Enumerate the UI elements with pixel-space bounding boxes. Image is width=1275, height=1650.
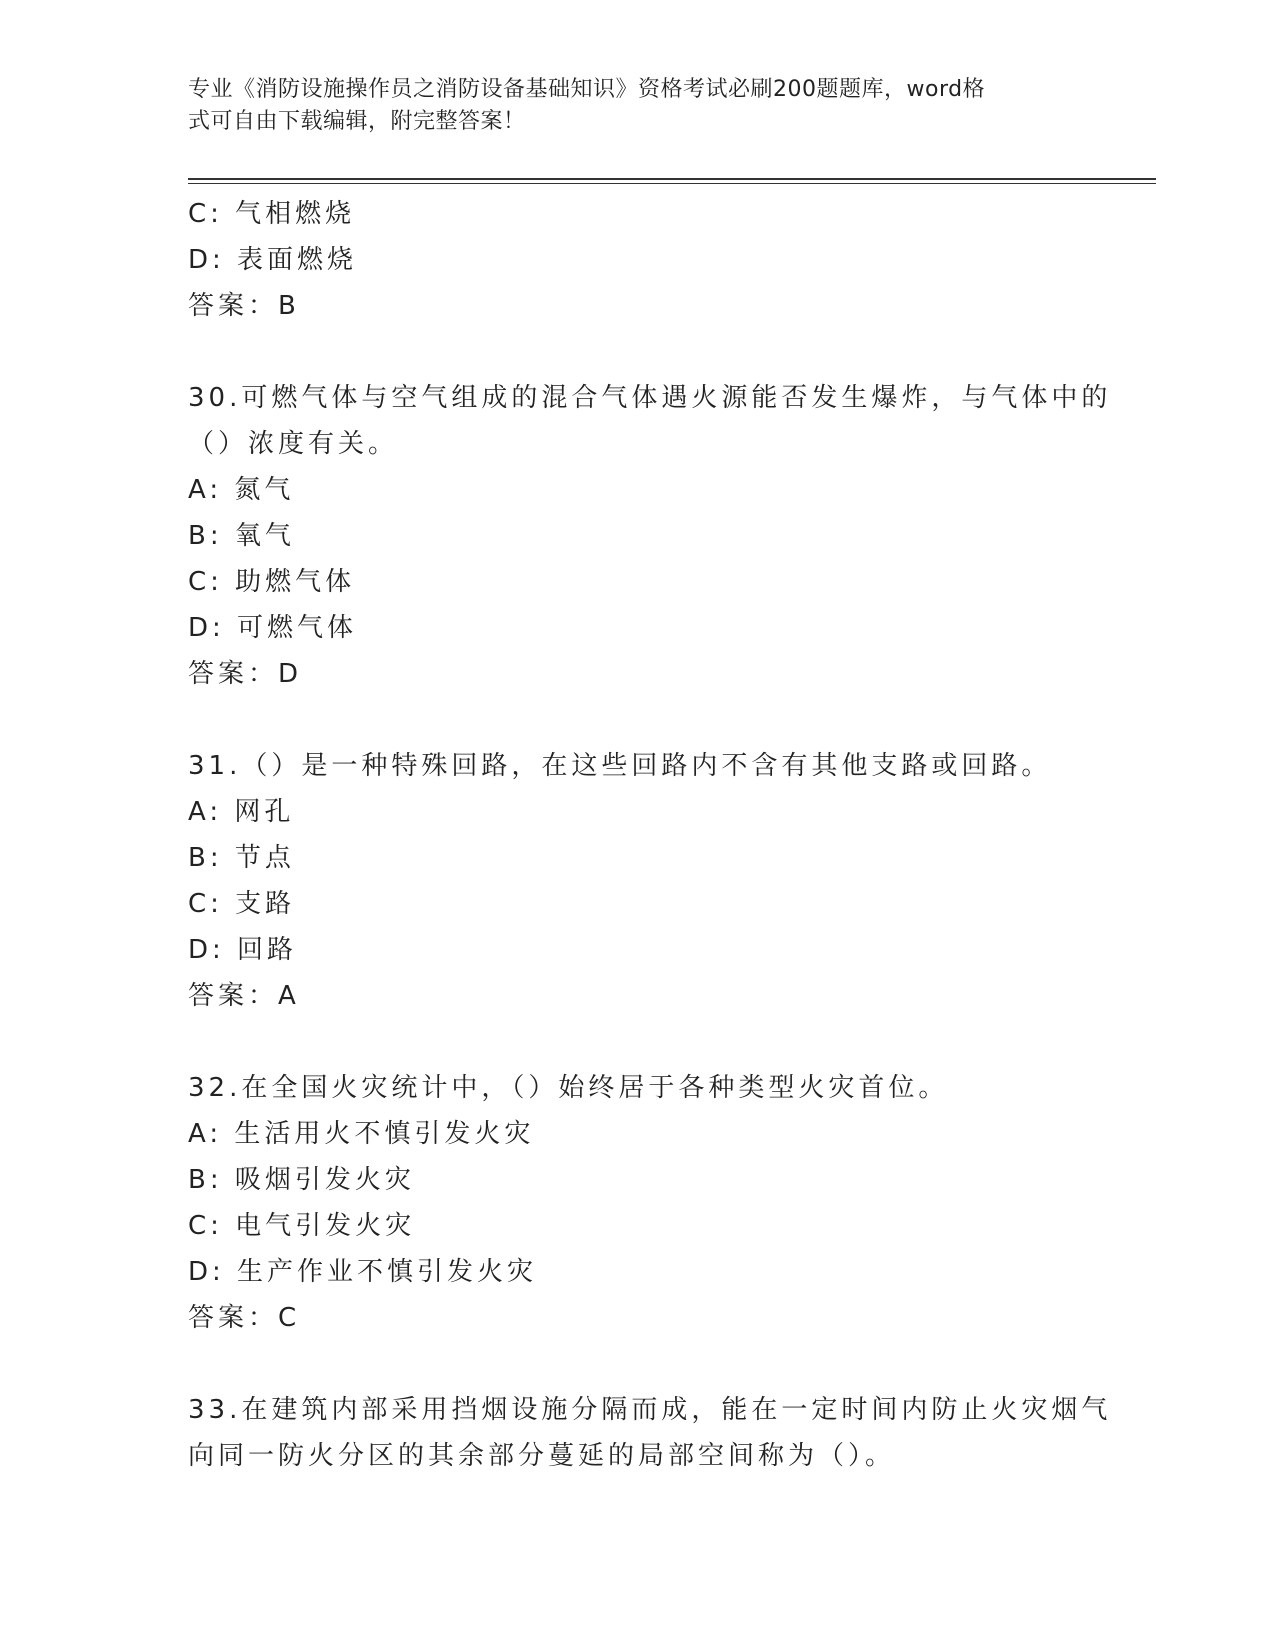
- question-text: 32.在全国火灾统计中，（）始终居于各种类型火灾首位。: [188, 1073, 949, 1103]
- option-b: B: 吸烟引发火灾: [188, 1165, 415, 1195]
- question-block-31: [188, 743, 1088, 1019]
- option-a: A: 生活用火不慎引发火灾: [188, 1119, 535, 1149]
- option-d: D: 生产作业不慎引发火灾: [188, 1257, 538, 1287]
- question-text: 30.可燃气体与空气组成的混合气体遇火源能否发生爆炸，与气体中的: [188, 383, 1112, 413]
- option-d: D: 表面燃烧: [188, 245, 358, 275]
- question-block-32: [188, 1065, 1088, 1341]
- header-line-2: 式可自由下载编辑，附完整答案！: [188, 109, 526, 134]
- answer: 答案：D: [188, 659, 303, 689]
- question-list: [188, 191, 1112, 1479]
- option-b: B: 氧气: [188, 521, 295, 551]
- document-header: [188, 74, 1078, 138]
- answer: 答案：B: [188, 291, 300, 321]
- question-text: 31.（）是一种特殊回路，在这些回路内不含有其他支路或回路。: [188, 751, 1052, 781]
- option-c: C: 气相燃烧: [188, 199, 356, 229]
- question-block-33: [188, 1387, 1112, 1479]
- question-text-cont: （）浓度有关。: [188, 429, 399, 459]
- option-a: A: 网孔: [188, 797, 295, 827]
- option-d: D: 回路: [188, 935, 298, 965]
- question-text: 33.在建筑内部采用挡烟设施分隔而成，能在一定时间内防止火灾烟气: [188, 1395, 1112, 1425]
- header-divider-thick: [188, 178, 1156, 180]
- option-c: C: 电气引发火灾: [188, 1211, 416, 1241]
- option-b: B: 节点: [188, 843, 295, 873]
- option-c: C: 支路: [188, 889, 296, 919]
- question-block-30: [188, 375, 1112, 697]
- option-a: A: 氮气: [188, 475, 295, 505]
- header-line-1: 专业《消防设施操作员之消防设备基础知识》资格考试必刷200题题库，word格: [188, 77, 986, 102]
- header-divider-thin: [188, 183, 1156, 184]
- question-block-29: [188, 191, 1088, 329]
- option-d: D: 可燃气体: [188, 613, 358, 643]
- question-text-cont: 向同一防火分区的其余部分蔓延的局部空间称为（）。: [188, 1441, 896, 1471]
- option-c: C: 助燃气体: [188, 567, 356, 597]
- answer: 答案：C: [188, 1303, 301, 1333]
- answer: 答案：A: [188, 981, 300, 1011]
